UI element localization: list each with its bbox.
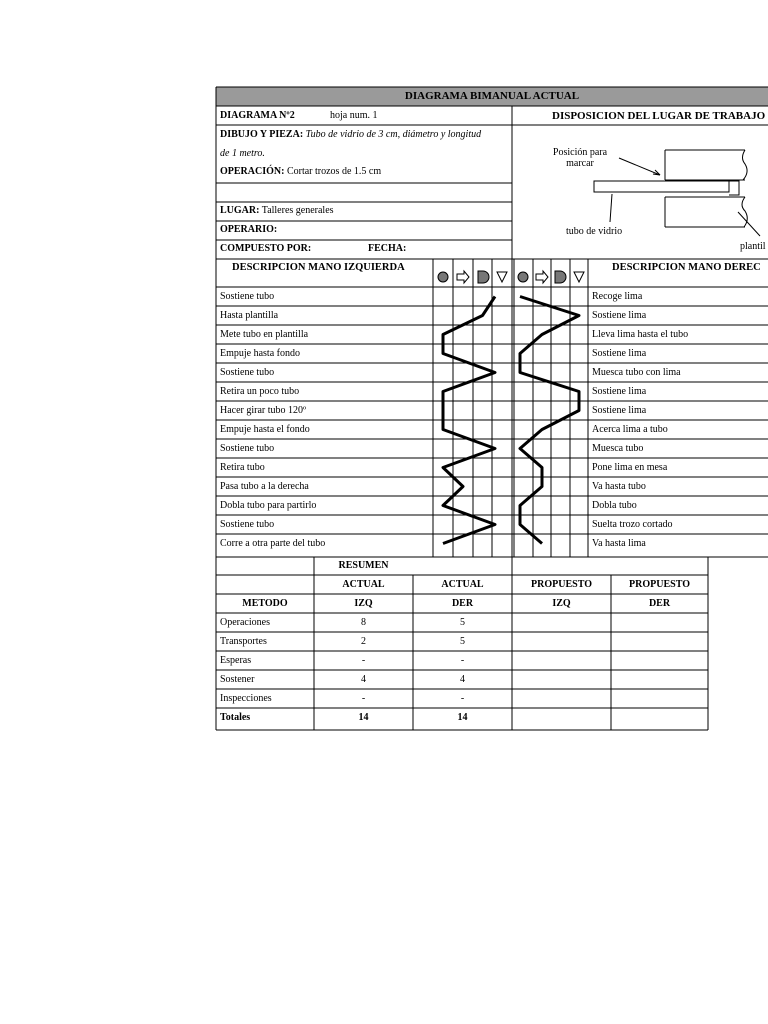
summary-der-value: 14: [457, 712, 468, 723]
izq-header-1: IZQ: [354, 598, 373, 609]
right-step: Pone lima en mesa: [592, 462, 668, 473]
right-step: Recoge lima: [592, 291, 643, 302]
summary-izq-value: 14: [358, 712, 369, 723]
left-step: Empuje hasta fondo: [220, 348, 300, 359]
template-top-jaw: [665, 150, 745, 180]
current-izq-header: ACTUAL: [342, 579, 385, 590]
right-step: Muesca tubo con lima: [592, 367, 681, 378]
hold-triangle-icon: [574, 272, 584, 282]
tube-pointer-line: [610, 194, 612, 222]
place-label: LUGAR:: [220, 205, 260, 216]
left-step: Sostiene tubo: [220, 367, 275, 378]
right-step: Sostiene lima: [592, 405, 647, 416]
left-step: Corre a otra parte del tubo: [220, 538, 326, 549]
right-step: Sostiene lima: [592, 348, 647, 359]
proposed-izq-header: PROPUESTO: [531, 579, 592, 590]
transport-arrow-icon: [457, 271, 469, 283]
page-title: DIAGRAMA BIMANUAL ACTUAL: [404, 90, 580, 102]
piece-text-2: de 1 metro.: [220, 148, 265, 159]
izq-header-2: IZQ: [552, 598, 571, 609]
date-label: FECHA:: [368, 243, 407, 254]
summary-izq-value: 8: [361, 617, 366, 628]
left-hand-title: DESCRIPCION MANO IZQUIERDA: [232, 262, 405, 273]
right-step: Acerca lima a tubo: [592, 424, 668, 435]
piece-line-1: [220, 129, 481, 141]
summary-izq-value: -: [361, 693, 366, 704]
right-step: Suelta trozo cortado: [592, 519, 673, 530]
summary-row-label: Transportes: [220, 636, 267, 647]
glass-tube-label: tubo de vidrio: [566, 226, 623, 237]
summary-der-value: 5: [460, 636, 465, 647]
diagram-number: DIAGRAMA Nº2: [220, 110, 295, 121]
left-step: Retira un poco tubo: [220, 386, 300, 397]
right-step: Sostiene lima: [592, 310, 647, 321]
der-header-1: DER: [451, 598, 474, 609]
method-header: METODO: [242, 598, 288, 609]
right-hand-title: DESCRIPCION MANO DEREC: [612, 262, 761, 273]
operation-label: OPERACIÓN:: [220, 166, 285, 177]
delay-d-icon: [478, 271, 489, 283]
operation-circle-icon: [518, 272, 528, 282]
template-bottom-jaw: [665, 197, 745, 227]
summary-row-label: Inspecciones: [220, 693, 272, 704]
summary-izq-value: -: [361, 655, 366, 666]
template-pointer-line: [738, 212, 760, 236]
der-header-2: DER: [648, 598, 671, 609]
summary-row-label: Esperas: [220, 655, 252, 666]
left-step: Sostiene tubo: [220, 519, 275, 530]
summary-der-value: -: [460, 655, 465, 666]
summary-row-label: Operaciones: [220, 617, 270, 628]
summary-izq-value: 4: [361, 674, 366, 685]
delay-d-icon: [555, 271, 566, 283]
summary-der-value: 4: [460, 674, 465, 685]
summary-izq-value: 2: [361, 636, 366, 647]
left-step: Sostiene tubo: [220, 291, 275, 302]
right-step: Sostiene lima: [592, 386, 647, 397]
proposed-der-header: PROPUESTO: [629, 579, 690, 590]
workplace-title: DISPOSICION DEL LUGAR DE TRABAJO: [552, 110, 766, 122]
template-break-lines: [742, 150, 747, 227]
left-step: Retira tubo: [220, 462, 265, 473]
current-der-header: ACTUAL: [441, 579, 484, 590]
piece-label: DIBUJO Y PIEZA:: [220, 129, 304, 140]
sheet-number: hoja num. 1: [330, 110, 378, 121]
summary-der-value: -: [460, 693, 465, 704]
left-step: Hacer girar tubo 120º: [220, 405, 307, 416]
left-step: Mete tubo en plantilla: [220, 329, 309, 340]
operator-label: OPERARIO:: [220, 224, 278, 235]
summary-row-label: Totales: [220, 712, 251, 723]
operation-line: [220, 166, 381, 178]
left-step: Sostiene tubo: [220, 443, 275, 454]
right-step: Lleva lima hasta el tubo: [592, 329, 689, 340]
left-step: Pasa tubo a la derecha: [220, 481, 309, 492]
hold-triangle-icon: [497, 272, 507, 282]
summary-der-value: 5: [460, 617, 465, 628]
marking-label: marcar: [566, 158, 594, 169]
operation-circle-icon: [438, 272, 448, 282]
left-step: Empuje hasta el fondo: [220, 424, 310, 435]
marking-pointer-line: [619, 158, 660, 175]
right-step: Va hasta lima: [592, 538, 646, 549]
right-step: Dobla tubo: [592, 500, 637, 511]
place-line: [220, 205, 334, 217]
left-step: Dobla tubo para partirlo: [220, 500, 317, 511]
marking-position-label: Posición para: [552, 147, 608, 158]
piece-text: Tubo de vidrio de 3 cm, diámetro y longitud: [305, 129, 482, 140]
template-back-stop: [729, 181, 739, 195]
right-step: Muesca tubo: [592, 443, 644, 454]
left-step: Hasta plantilla: [220, 310, 279, 321]
composed-by-label: COMPUESTO POR:: [220, 243, 312, 254]
right-step: Va hasta tubo: [592, 481, 646, 492]
template-label: plantil: [740, 241, 766, 252]
place-text: Talleres generales: [261, 205, 334, 216]
glass-tube-shape: [594, 181, 729, 192]
operation-text: Cortar trozos de 1.5 cm: [286, 166, 382, 177]
summary-row-label: Sostener: [220, 674, 255, 685]
transport-arrow-icon: [536, 271, 548, 283]
summary-title: RESUMEN: [338, 560, 389, 571]
